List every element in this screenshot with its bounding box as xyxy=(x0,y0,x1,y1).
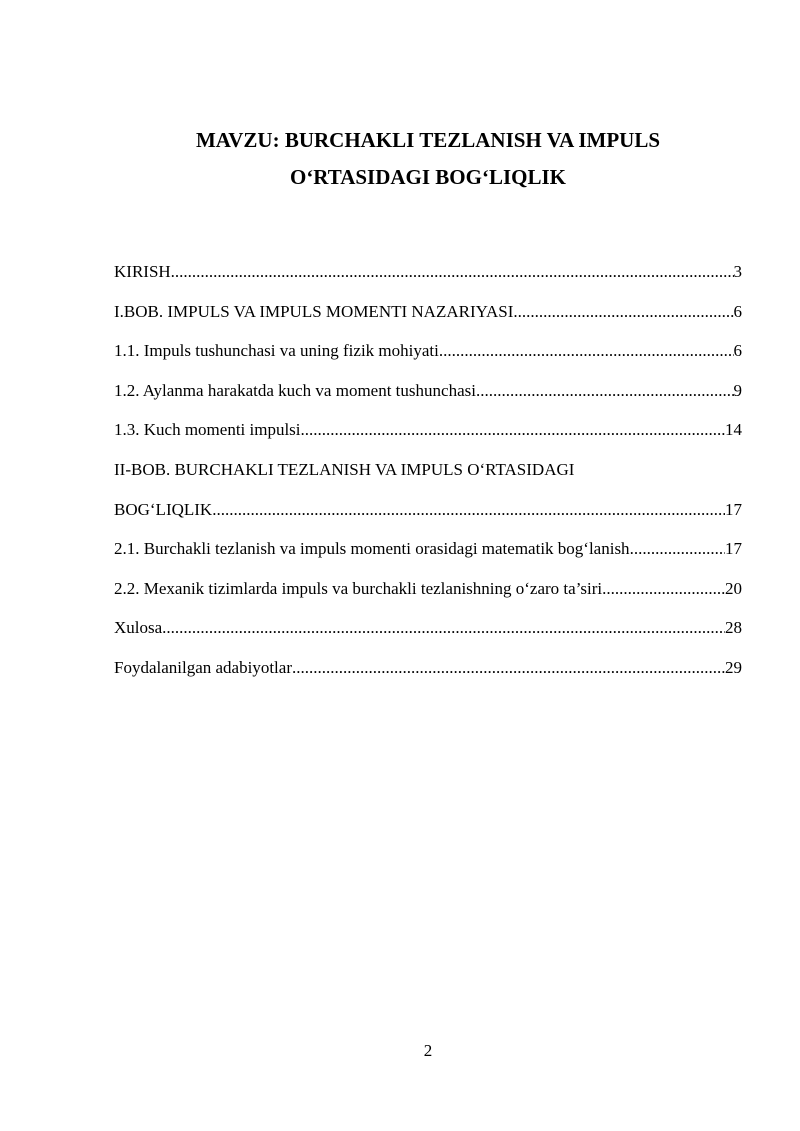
toc-entry-page: 17 xyxy=(725,539,742,558)
toc-entry-section-2-2[interactable] xyxy=(114,579,742,599)
document-title xyxy=(114,122,742,196)
title-line-1: MAVZU: BURCHAKLI TEZLANISH VA IMPULS xyxy=(195,128,661,152)
toc-entry-section-2-1[interactable] xyxy=(114,539,742,559)
toc-entry-kirish[interactable] xyxy=(114,262,742,282)
toc-leader-dots xyxy=(439,341,734,361)
toc-entry-page: 29 xyxy=(725,657,742,677)
toc-entry-text: 2.1. Burchakli tezlanish va impuls momenti orasidagi matematik bog‘lanish xyxy=(114,539,630,558)
toc-entry-page: 28 xyxy=(725,618,742,637)
toc-entry-adabiyotlar[interactable] xyxy=(114,658,742,678)
toc-leader-dots xyxy=(292,658,725,678)
toc-entry-text: 1.1. Impuls tushunchasi va uning fizik mohiyati xyxy=(114,341,439,360)
toc-leader-dots xyxy=(212,500,725,520)
toc-entry-text: Foydalanilgan adabiyotlar xyxy=(114,657,292,677)
toc-entry-page: 6 xyxy=(733,301,742,321)
toc-entry-page: 20 xyxy=(725,578,742,598)
toc-leader-dots xyxy=(630,539,725,559)
toc-entry-page: 6 xyxy=(733,341,742,360)
toc-entry-chapter-1[interactable] xyxy=(114,302,742,322)
table-of-contents xyxy=(114,262,742,697)
toc-entry-text: KIRISH xyxy=(114,262,171,281)
toc-leader-dots xyxy=(513,302,733,322)
toc-entry-section-1-1[interactable] xyxy=(114,341,742,361)
toc-entry-text: BOG‘LIQLIK xyxy=(114,499,213,519)
toc-entry-text: I.BOB. IMPULS VA IMPULS MOMENTI NAZARIYASI xyxy=(114,301,514,321)
toc-leader-dots xyxy=(602,579,725,599)
toc-leader-dots xyxy=(301,420,725,440)
toc-entry-text: 1.3. Kuch momenti impulsi xyxy=(114,420,301,439)
toc-entry-xulosa[interactable] xyxy=(114,618,742,638)
toc-entry-page: 9 xyxy=(733,380,742,400)
title-line-2: O‘RTASIDAGI BOG‘LIQLIK xyxy=(289,165,566,189)
toc-entry-section-1-3[interactable] xyxy=(114,420,742,440)
toc-entry-page: 17 xyxy=(725,499,742,519)
toc-entry-chapter-2[interactable] xyxy=(114,460,742,520)
toc-entry-text: 1.2. Aylanma harakatda kuch va moment tushunchasi xyxy=(114,380,476,400)
toc-entry-page: 14 xyxy=(725,420,742,439)
page-number: 2 xyxy=(423,1041,433,1060)
toc-entry-page: 3 xyxy=(733,262,742,281)
toc-entry-section-1-2[interactable] xyxy=(114,381,742,401)
toc-entry-text-first-line: II-BOB. BURCHAKLI TEZLANISH VA IMPULS O‘RTASIDAGI xyxy=(114,459,575,479)
toc-entry-text: Xulosa xyxy=(114,618,163,637)
toc-leader-dots xyxy=(162,618,725,638)
toc-leader-dots xyxy=(476,381,734,401)
toc-entry-text: 2.2. Mexanik tizimlarda impuls va burchakli tezlanishning o‘zaro ta’siri xyxy=(114,578,603,598)
toc-leader-dots xyxy=(171,262,734,282)
